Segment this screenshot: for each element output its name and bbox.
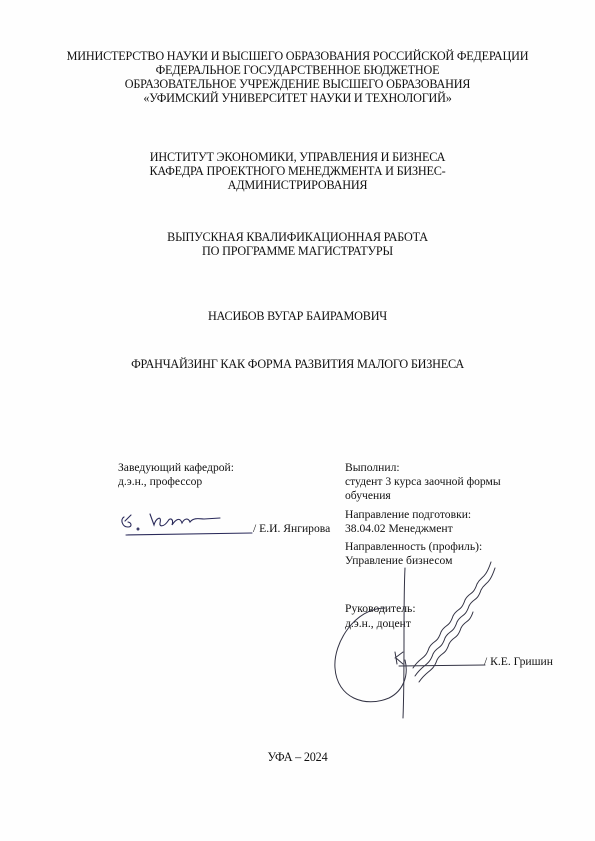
head-of-dept-degree: д.э.н., профессор — [118, 475, 203, 488]
direction-value: 38.04.02 Менеджмент — [345, 522, 453, 535]
performer-line-1: студент 3 курса заочной формы — [345, 475, 501, 488]
head-of-dept-label: Заведующий кафедрой: — [118, 461, 234, 474]
work-type-line-2: ПО ПРОГРАММЕ МАГИСТРАТУРЫ — [202, 244, 393, 258]
head-of-dept-name: / Е.И. Янгирова — [253, 522, 331, 535]
city-year: УФА – 2024 — [267, 750, 328, 764]
header-line-2: ФЕДЕРАЛЬНОЕ ГОСУДАРСТВЕННОЕ БЮДЖЕТНОЕ — [155, 63, 440, 77]
direction-label: Направление подготовки: — [345, 508, 472, 521]
work-type-line-1: ВЫПУСКНАЯ КВАЛИФИКАЦИОННАЯ РАБОТА — [167, 230, 428, 244]
author-name: НАСИБОВ ВУГАР БАИРАМОВИЧ — [207, 309, 388, 323]
thesis-title: ФРАНЧАЙЗИНГ КАК ФОРМА РАЗВИТИЯ МАЛОГО БИЗНЕСА — [131, 357, 464, 371]
supervisor-label: Руководитель: — [345, 602, 416, 615]
department-line-1: КАФЕДРА ПРОЕКТНОГО МЕНЕДЖМЕНТА И БИЗНЕС- — [149, 164, 446, 178]
header-line-3: ОБРАЗОВАТЕЛЬНОЕ УЧРЕЖДЕНИЕ ВЫСШЕГО ОБРАЗОВАНИЯ — [124, 77, 471, 91]
supervisor-degree: д.э.н., доцент — [345, 617, 411, 630]
profile-label: Направленность (профиль): — [345, 540, 483, 553]
university-name: «УФИМСКИЙ УНИВЕРСИТЕТ НАУКИ И ТЕХНОЛОГИЙ» — [143, 91, 452, 105]
ministry-line: МИНИСТЕРСТВО НАУКИ И ВЫСШЕГО ОБРАЗОВАНИЯ РОССИЙСКОЙ ФЕДЕРАЦИИ — [66, 49, 529, 63]
department-line-2: АДМИНИСТРИРОВАНИЯ — [227, 178, 368, 192]
performer-label: Выполнил: — [345, 461, 400, 474]
profile-value: Управление бизнесом — [345, 554, 453, 567]
institute-name: ИНСТИТУТ ЭКОНОМИКИ, УПРАВЛЕНИЯ И БИЗНЕСА — [149, 150, 446, 164]
head-of-dept-signature — [116, 505, 256, 545]
supervisor-name: / К.Е. Гришин — [484, 655, 553, 668]
performer-signature — [325, 548, 545, 728]
performer-line-2: обучения — [345, 489, 391, 502]
